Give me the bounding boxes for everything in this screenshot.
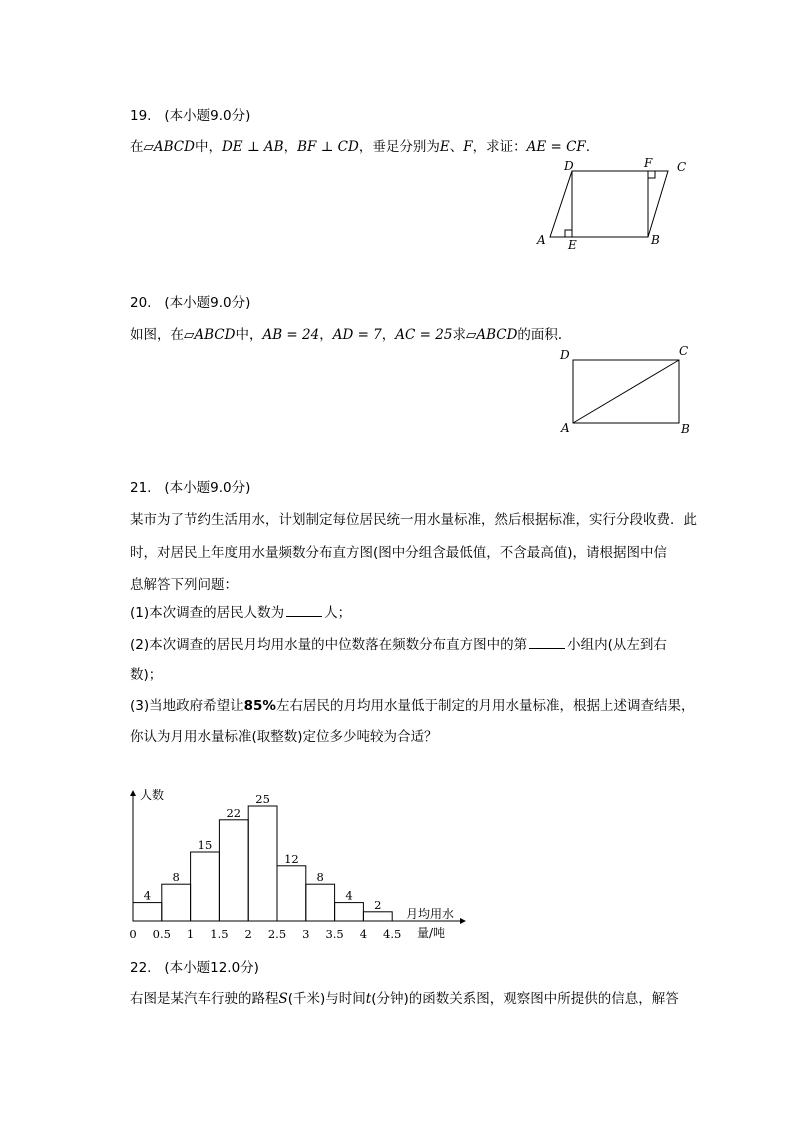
q22-text-part: (千米)与时间 (287, 991, 366, 1007)
q22-heading (130, 956, 259, 976)
q19-text-part: ，垂足分别为 (358, 139, 440, 155)
q20-number: 20. (130, 295, 152, 311)
q20-heading (130, 291, 250, 311)
q21-part2-text: (2)本次调查的居民月均用水量的中位数落在频数分布直方图中的第 (130, 637, 528, 653)
q21-part3-text: (3)当地政府希望让 (130, 698, 244, 714)
x-axis-arrow (460, 918, 466, 924)
label-d: D (564, 159, 574, 173)
q22-math: t (365, 991, 372, 1007)
y-axis-label: 人数 (140, 788, 165, 802)
q20-figure-name: ▱ABCD (184, 327, 236, 343)
bars-layer (133, 806, 392, 921)
q22-text (130, 987, 679, 1007)
q21-points: (本小题9.0分) (164, 480, 251, 496)
q19-text (130, 135, 590, 155)
q20-points: (本小题9.0分) (164, 295, 251, 311)
label-f: F (644, 156, 653, 170)
q20-math: AD = 7 (332, 327, 382, 343)
q22-math: S (278, 991, 288, 1007)
q19-math: F (463, 139, 473, 155)
q21-part2-text: 小组内(从左到右 (567, 637, 667, 653)
q21-heading (130, 476, 250, 496)
q22-text-part: 右图是某汽车行驶的路程 (130, 991, 279, 1007)
bar-value-label: 12 (284, 851, 299, 866)
q20-text-part: 中， (235, 327, 263, 343)
q19-heading (130, 104, 250, 124)
x-tick-label: 1.5 (210, 927, 229, 941)
q21-intro-line1: 某市为了节约生活用水，计划制定每位居民统一用水量标准，然后根据标准，实行分段收费．此 (130, 512, 697, 528)
q21-part2 (130, 633, 667, 653)
x-tick-label: 4 (359, 927, 368, 941)
histogram-bar (162, 884, 191, 921)
q20-rectangle-figure (555, 343, 705, 438)
q20-figure-name: ▱ABCD (465, 327, 518, 343)
histogram-bar (277, 866, 306, 921)
x-tick-label: 0 (129, 927, 137, 941)
q19-math: E (439, 139, 450, 155)
q20-text-part: 的面积． (517, 327, 572, 343)
right-angle-f (648, 171, 655, 178)
histogram-bar (219, 820, 248, 921)
histogram-bar (133, 903, 162, 921)
histogram-bar (248, 806, 277, 921)
q21-intro-line2: 时，对居民上年度用水量频数分布直方图(图中分组含最低值，不含最高值)，请根据图中信 (130, 545, 668, 561)
histogram-bar (306, 884, 335, 921)
x-tick-label: 4.5 (383, 927, 402, 941)
q21-intro-line3: 息解答下列问题： (130, 577, 238, 593)
parallelogram-abcd (550, 171, 668, 237)
q19-parallelogram-figure (530, 155, 700, 255)
histogram-bar (191, 852, 220, 921)
histogram-bar (363, 912, 392, 921)
histogram-bar (335, 903, 364, 921)
q19-text-part: ， (283, 139, 298, 155)
diagonal-ac (573, 360, 679, 423)
q19-math: DE ⊥ AB (221, 139, 284, 155)
q19-math: AE = CF (526, 139, 586, 155)
bar-value-label: 4 (143, 888, 152, 903)
bar-value-label: 2 (374, 897, 382, 912)
label-a: A (537, 233, 546, 247)
q22-points: (本小题12.0分) (164, 960, 259, 976)
bar-value-label: 22 (226, 805, 242, 820)
label-b: B (681, 422, 690, 436)
q21-part2-cont: 数)； (130, 667, 163, 683)
answer-blank[interactable] (286, 604, 322, 617)
q20-math: AC = 25 (395, 327, 453, 343)
q21-part1 (130, 601, 351, 621)
q19-text-part: 在 (130, 139, 144, 155)
q20-text-part: ， (381, 327, 396, 343)
q21-part1-text: (1)本次调查的居民人数为 (130, 605, 285, 621)
q19-points: (本小题9.0分) (164, 108, 251, 124)
label-d: D (560, 348, 570, 362)
q21-part3 (130, 694, 694, 714)
x-axis-label-line2: 量/吨 (417, 926, 446, 940)
x-ticks-layer (129, 927, 401, 941)
q21-part1-text: 人； (324, 605, 352, 621)
value-labels-layer (144, 792, 382, 912)
y-axis-arrow (130, 790, 136, 796)
q21-part3-cont: 你认为月用水量标准(取整数)定位多少吨较为合适？ (130, 729, 438, 745)
q19-text-part: 中， (194, 139, 222, 155)
q19-text-part: 、 (449, 139, 464, 155)
label-b: B (651, 233, 660, 247)
q21-part3-percent: 85% (243, 698, 276, 714)
q22-number: 22. (130, 960, 152, 976)
label-e: E (568, 238, 577, 252)
x-tick-label: 0.5 (152, 927, 171, 941)
label-a: A (561, 421, 570, 435)
q20-text-part: 如图，在 (130, 327, 184, 343)
label-c: C (679, 344, 689, 358)
q20-text-part: 求 (452, 327, 466, 343)
x-tick-label: 3 (302, 927, 310, 941)
bar-value-label: 4 (345, 888, 353, 903)
q22-text-part: (分钟)的函数关系图，观察图中所提供的信息，解答 (371, 991, 679, 1007)
q20-text (130, 323, 571, 343)
q19-text-part: ，求证： (472, 139, 527, 155)
q21-number: 21. (130, 480, 152, 496)
water-usage-histogram (110, 780, 480, 945)
q19-number: 19. (130, 108, 152, 124)
x-tick-label: 2.5 (267, 927, 287, 941)
q20-math: AB = 24 (262, 327, 320, 343)
q19-math: BF ⊥ CD (297, 139, 359, 155)
bar-value-label: 25 (255, 792, 270, 806)
x-tick-label: 1 (186, 927, 195, 941)
q19-figure-name: ▱ABCD (143, 139, 195, 155)
bar-value-label: 8 (172, 870, 180, 885)
x-tick-label: 3.5 (325, 927, 344, 941)
x-tick-label: 2 (244, 927, 252, 941)
q20-text-part: ， (319, 327, 333, 343)
right-angle-e (565, 230, 572, 237)
bar-value-label: 15 (197, 838, 213, 852)
bar-value-label: 8 (316, 870, 324, 885)
q19-text-part: . (585, 139, 591, 155)
q21-part3-text: 左右居民的月均用水量低于制定的月用水量标准，根据上述调查结果， (275, 698, 695, 714)
x-axis-label-line1: 月均用水 (406, 907, 455, 921)
label-c: C (677, 160, 687, 174)
answer-blank[interactable] (529, 636, 565, 649)
